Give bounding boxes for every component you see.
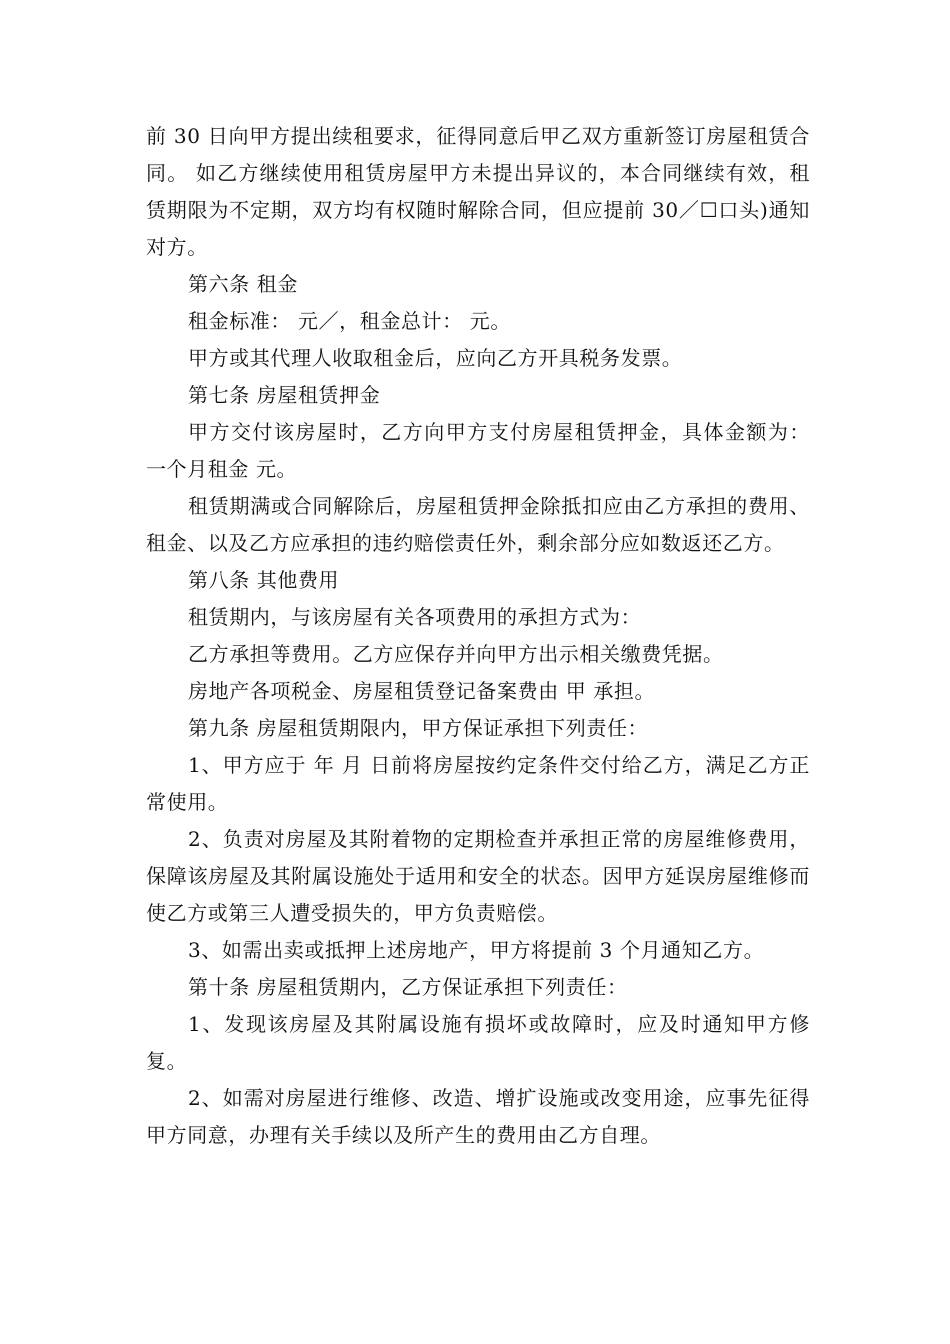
fees-tenant: 乙方承担等费用。乙方应保存并向甲方出示相关缴费凭据。 [188,642,724,666]
deposit-amount: 甲方交付该房屋时，乙方向甲方支付房屋租赁押金，具体金额为： 一个月租金 元。 [146,420,810,481]
article-10-heading: 第十条 房屋租赁期内，乙方保证承担下列责任： [188,975,628,999]
tenant-duty-1: 1、发现该房屋及其附属设施有损坏或故障时，应及时通知甲方修复。 [146,1012,810,1073]
landlord-duty-3: 3、如需出卖或抵押上述房地产，甲方将提前 3 个月通知乙方。 [188,938,765,962]
paragraph-renewal-continuation: 前 30 日向甲方提出续租要求，征得同意后甲乙双方重新签订房屋租赁合同。 如乙方继续使用租赁房屋甲方未提出异议的，本合同继续有效，租赁期限为不定期，双方均有权随时解除合同，但应提前 30／☐口头)通知对方。 [146,124,810,259]
landlord-duty-2: 2、负责对房屋及其附着物的定期检查并承担正常的房屋维修费用，保障该房屋及其附属设施处于适用和安全的状态。因甲方延误房屋维修而使乙方或第三人遭受损失的，甲方负责赔偿。 [146,827,810,925]
article-8-heading: 第八条 其他费用 [188,568,340,592]
article-6-heading: 第六条 租金 [188,272,298,296]
landlord-duty-1: 1、甲方应于 年 月 日前将房屋按约定条件交付给乙方，满足乙方正常使用。 [146,753,810,814]
tenant-duty-2: 2、如需对房屋进行维修、改造、增扩设施或改变用途，应事先征得甲方同意，办理有关手续以及所产生的费用由乙方自理。 [146,1086,810,1147]
document-body [146,118,810,1154]
rent-invoice: 甲方或其代理人收取租金后，应向乙方开具税务发票。 [188,346,683,370]
article-7-heading: 第七条 房屋租赁押金 [188,383,381,407]
deposit-return: 租赁期满或合同解除后，房屋租赁押金除抵扣应由乙方承担的费用、租金、以及乙方应承担的违约赔偿责任外，剩余部分应如数返还乙方。 [146,494,810,555]
rent-standard: 租金标准： 元／，租金总计： 元。 [188,309,511,333]
article-9-heading: 第九条 房屋租赁期限内，甲方保证承担下列责任： [188,716,649,740]
fees-method: 租赁期内，与该房屋有关各项费用的承担方式为： [188,605,642,629]
fees-tax: 房地产各项税金、房屋租赁登记备案费由 甲 承担。 [188,679,656,703]
